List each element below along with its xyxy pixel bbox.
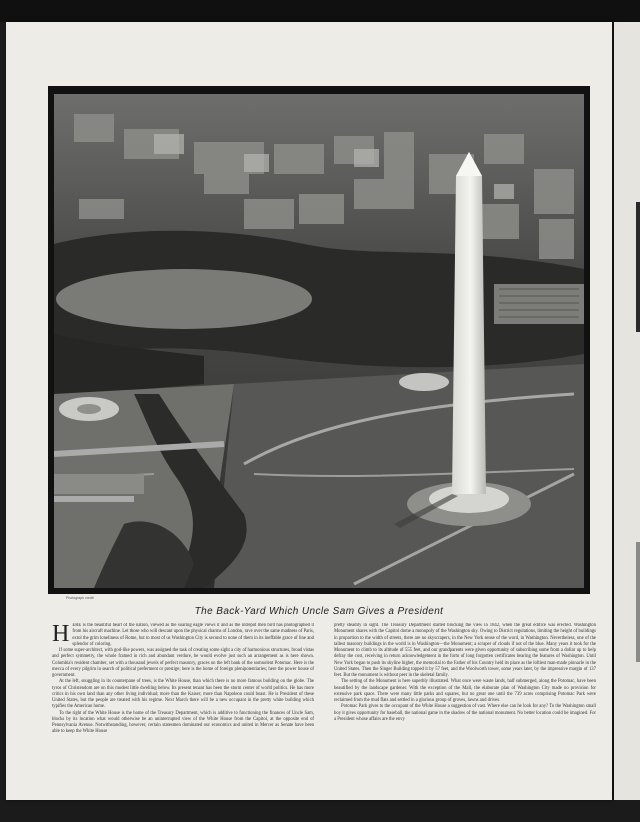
article-paragraph: To the right of the White House is the home of the Treasury Department, which is additive to functioning the finances of Uncle Sam, blocks by its location what would otherwise be an uninterrupted view of the White House from the Capitol, at the opposite end of Pennsylvania Avenue. Notwithstanding, however, certain statesmen dominated our economics and united in Mercer as Senate have been able to keep the White House (52, 710, 314, 735)
adjacent-page-mark (636, 202, 640, 332)
paragraph-text: ERE is the beautiful heart of the nation, viewed as the soaring eagle views it and as the intrepid men bird has photographed it from his aircraft machine. Let those who will descant upon the physical charms of London, rave over the same madness of Paris, extol the grim loneliness of Rome, but to most of us Washington City is second to none of them in its ineffable grace of line and splendor of coloring. (72, 623, 314, 647)
adjacent-page-edge (614, 22, 640, 800)
article-paragraph (52, 623, 314, 648)
article-column-left (52, 623, 314, 822)
article-paragraph: pretty steadily in sight. The Treasury Department started blocking the view in 1842, when the great edifice was erected. Washington Monument shares with the Capitol dome a monopoly of the Washington sky. Owing to District regulations, limiting the height of buildings in proportion to the width of streets, there are no skyscrapers, in the New York sense of the word, in Washington. Nevertheless, one of the tallest masonry buildings in the world is in Washington—the Monument; a scraper of clouds if not of the blue. Many years it took for the Monument to climb to its altitude of 555 feet, and our grandparents were given opportunity of subscribing some from a dollar up to help defray the cost, receiving in return acknowledgement in the form of long forgotten certificates bearing the features of Washington. Until New York began to push its skyline higher, the memorial to the Father of his Country held its place as the loftiest man-made pinnacle in the United States. Then the Singer Building topped it by 57 feet, and the Woolworth tower, some years later, by the impressive margin of 137 feet. But the monument is without peer in the skeletal family. (334, 623, 596, 678)
article-paragraph: If some super-architect, with god-like powers, was assigned the task of creating some sight a city of harmonious structures, broad vistas and perfect symmetry, the whole framed in rich and abundant verdure, he would evolve just such an arrangement as is here shown. Columbia's resident chamber, set with a thousand jewels of perfect masonry, graces on the left bank of the somnolent Potomac. Here is the mecca of every pilgrim in search of political preferment or prestige; here is the home of foreign plenipotentiaries; here the power house of government. (52, 648, 314, 678)
drop-cap: H (52, 623, 70, 647)
article-paragraph: The setting of the Monument is here superbly illustrated. What once were waste lands, half submerged, along the Potomac, have been beautified by the landscape gardener. With the exception of the Mall, the elaborate plan of Washington City made no provision for extensive park space. There were many little parks and squares, but no great one until the 739 acres comprising Potomac Park were reclaimed from the mud flats and settled in a glorious group of groves, lawns and drives. (334, 679, 596, 703)
photo-credit: Photograph credit (66, 596, 94, 600)
article-column-right (334, 623, 596, 822)
aerial-photo (54, 94, 584, 588)
aerial-photo-frame (48, 86, 590, 594)
article-body (52, 623, 604, 822)
article-paragraph: Potomac Park gives to the occupant of the White House a suggestion of vast. Where else can he look for any? To the Washington small boy it gives opportunity for baseball, the national game in the shadow of the national monument. No better location could be imagined. For a President whose affairs are the envy (334, 704, 596, 722)
photo-caption: The Back-Yard Which Uncle Sam Gives a President (194, 606, 444, 617)
newspaper-page (6, 22, 612, 800)
scan-background-top (0, 0, 640, 22)
article-paragraph: At the left, snuggling in its counterpane of trees, is the White House, than which there is no more famous building on the globe. The tyros of Christendom are on this modest little dwelling below. Its present tenant has been the storm center of world politics. He has more critics in his own land than any other living individual; more than the Kaiser; more than Napoleon could boast. He is President of these United States, but the people are treated with his regime. Next March there will be a new occupant in the pretty white building which typifies the American home. (52, 679, 314, 710)
adjacent-page-mark (636, 542, 640, 662)
